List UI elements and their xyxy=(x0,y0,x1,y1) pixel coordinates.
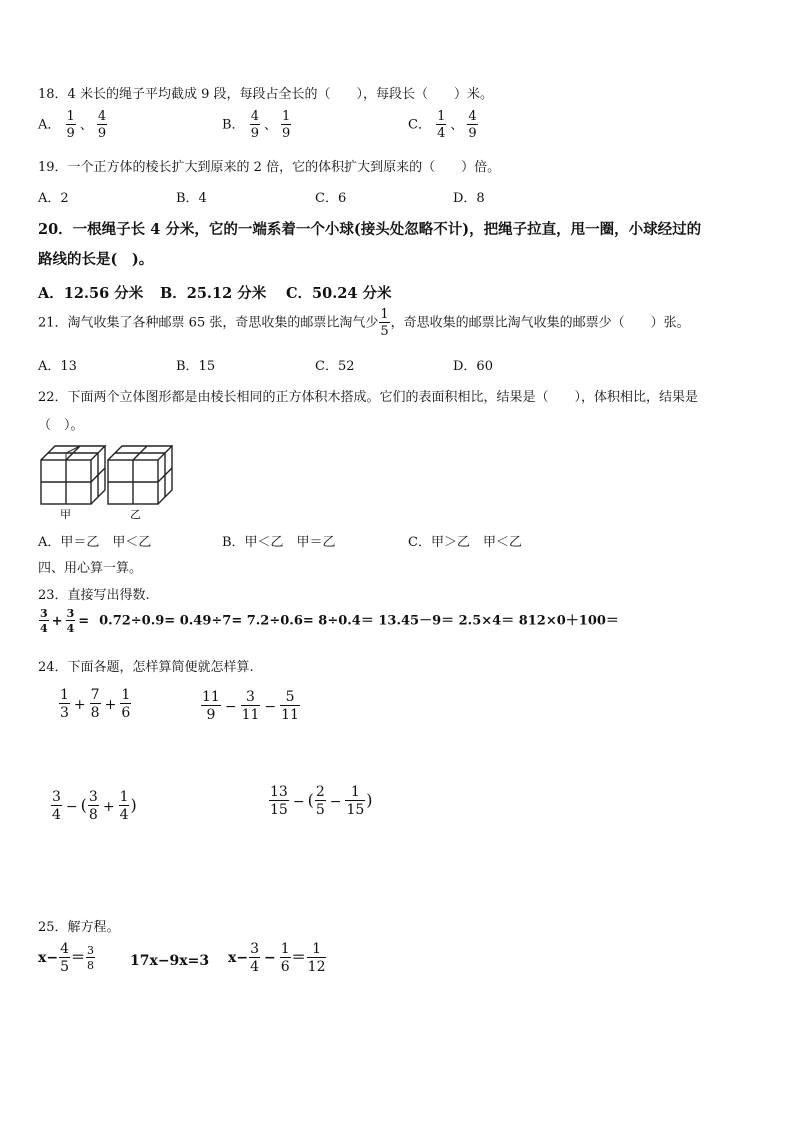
q18-option-a[interactable]: A． $\frac{1}{9}$ 、 $\frac{4}{9}$ xyxy=(38,109,107,141)
q25-title: 25．解方程。 xyxy=(38,920,120,935)
fraction: $\frac{3}{8}$ xyxy=(87,944,94,972)
fraction: $\frac{3}{11}$ xyxy=(241,689,260,723)
fraction: $\frac{1}{6}$ xyxy=(280,941,290,975)
q24-expr1: $\frac{1}{3}$ + $\frac{7}{8}$ + $\frac{1}{6}$ xyxy=(60,687,131,721)
q23-title: 23．直接写出得数. xyxy=(38,588,150,603)
q18-text: 18．4 米长的绳子平均截成 9 段，每段占全长的（ ），每段长（ ）米。 xyxy=(38,87,493,102)
fraction: $\frac{3}{4}$ xyxy=(52,789,61,823)
q19-option-c[interactable]: C．6 xyxy=(315,191,347,206)
option-label: A． xyxy=(38,117,61,133)
q18-option-c[interactable]: C． $\frac{1}{4}$ 、 $\frac{4}{9}$ xyxy=(408,109,477,141)
fraction: $\frac{5}{11}$ xyxy=(281,689,299,723)
q25-equation3: x− $\frac{3}{4}$ − $\frac{1}{6}$ ＝ $\frac{1}{12}$ xyxy=(228,941,326,975)
q19-option-d[interactable]: D．8 xyxy=(453,191,485,206)
fraction: $\frac{13}{15}$ xyxy=(270,784,288,818)
fraction: $\frac{3}{4}$ xyxy=(250,941,259,975)
fraction: $\frac{7}{8}$ xyxy=(90,687,100,721)
q22-text-line1: 22．下面两个立体图形都是由棱长相同的正方体积木搭成。它们的表面积相比，结果是（ ），体积相比，结果是 xyxy=(38,390,699,405)
figure-label-yi: 乙 xyxy=(130,508,141,521)
fraction: $\frac{1}{4}$ xyxy=(119,789,129,823)
q23-expressions: 0.72÷0.9= 0.49÷7= 7.2÷0.6= 8÷0.4＝ 13.45－9＝ 2.5×4＝ 812×0＋100＝ xyxy=(99,613,619,629)
fraction: $\frac{1}{4}$ xyxy=(437,109,446,141)
figure-yi xyxy=(108,446,172,504)
fraction: $\frac{1}{6}$ xyxy=(121,687,131,721)
q18-option-b[interactable]: B． $\frac{4}{9}$ 、 $\frac{1}{9}$ xyxy=(222,109,291,141)
q24-title: 24．下面各题，怎样算简便就怎样算. xyxy=(38,660,254,675)
q20-option-b[interactable]: B．25.12 分米 xyxy=(160,285,267,302)
fraction: $\frac{3}{4}$ xyxy=(66,607,75,635)
q19-text: 19．一个正方体的棱长扩大到原来的 2 倍，它的体积扩大到原来的（ ）倍。 xyxy=(38,160,501,175)
q21-option-b[interactable]: B．15 xyxy=(176,359,216,374)
fraction: $\frac{2}{5}$ xyxy=(315,784,325,818)
fraction: $\frac{1}{5}$ xyxy=(380,307,389,339)
q20-text-line2: 路线的长是( )。 xyxy=(38,251,154,268)
fraction: $\frac{4}{5}$ xyxy=(60,941,69,975)
figure-jia xyxy=(41,446,105,504)
q22-option-a[interactable]: A．甲＝乙 甲＜乙 xyxy=(38,535,152,550)
q21-option-c[interactable]: C．52 xyxy=(315,359,355,374)
fraction: $\frac{4}{9}$ xyxy=(468,109,477,141)
fraction: $\frac{1}{3}$ xyxy=(60,687,69,721)
fraction: $\frac{1}{9}$ xyxy=(282,109,291,141)
option-label: B． xyxy=(222,117,245,133)
q23-items: $\frac{3}{4}$ + $\frac{3}{4}$ = 0.72÷0.9= 0.49÷7= 7.2÷0.6= 8÷0.4＝ 13.45－9＝ 2.5×4＝ 812×0＋100＝ xyxy=(40,607,619,635)
fraction: $\frac{11}{9}$ xyxy=(202,689,220,723)
q21-text xyxy=(38,308,690,338)
fraction: $\frac{4}{9}$ xyxy=(250,109,259,141)
q20-option-a[interactable]: A．12.56 分米 xyxy=(38,285,144,302)
q22-option-c[interactable]: C．甲＞乙 甲＜乙 xyxy=(408,535,522,550)
figure-label-jia: 甲 xyxy=(60,508,71,521)
q20-option-c[interactable]: C．50.24 分米 xyxy=(286,285,392,302)
q22-text-line2: （ ）。 xyxy=(38,418,84,433)
q21-text-before: 21．淘气收集了各种邮票 65 张，奇思收集的邮票比淘气少 xyxy=(38,315,379,331)
q21-text-after: ，奇思收集的邮票比淘气收集的邮票少（ ）张。 xyxy=(390,315,690,331)
fraction: $\frac{1}{15}$ xyxy=(346,784,365,818)
q19-option-b[interactable]: B．4 xyxy=(176,191,207,206)
q25-equation1: x− $\frac{4}{5}$ ＝ $\frac{3}{8}$ xyxy=(38,941,94,975)
q24-expr2: $\frac{11}{9}$ − $\frac{3}{11}$ − $\frac{5}{11}$ xyxy=(202,689,299,723)
fraction: $\frac{3}{8}$ xyxy=(88,789,98,823)
q21-option-d[interactable]: D．60 xyxy=(453,359,493,374)
q25-equation2: 17x−9x=3 xyxy=(130,953,210,969)
option-label: C． xyxy=(408,117,431,133)
fraction: $\frac{1}{9}$ xyxy=(66,109,75,141)
q20-text-line1: 20．一根绳子长 4 分米，它的一端系着一个小球(接头处忽略不计)，把绳子拉直，甩一圈，小球经过的 xyxy=(38,221,702,238)
q21-option-a[interactable]: A．13 xyxy=(38,359,77,374)
q24-expr4: $\frac{13}{15}$ − ( $\frac{2}{5}$ − $\frac{1}{15}$ ) xyxy=(270,784,373,818)
cube-figures xyxy=(38,440,173,522)
fraction: $\frac{4}{9}$ xyxy=(97,109,107,141)
q19-option-a[interactable]: A．2 xyxy=(38,191,69,206)
q22-option-b[interactable]: B．甲＜乙 甲＝乙 xyxy=(222,535,336,550)
q24-expr3: $\frac{3}{4}$ − ( $\frac{3}{8}$ + $\frac{1}{4}$ ) xyxy=(52,789,137,823)
fraction: $\frac{1}{12}$ xyxy=(307,941,326,975)
section-heading: 四、用心算一算。 xyxy=(38,561,143,576)
fraction: $\frac{3}{4}$ xyxy=(40,607,48,635)
